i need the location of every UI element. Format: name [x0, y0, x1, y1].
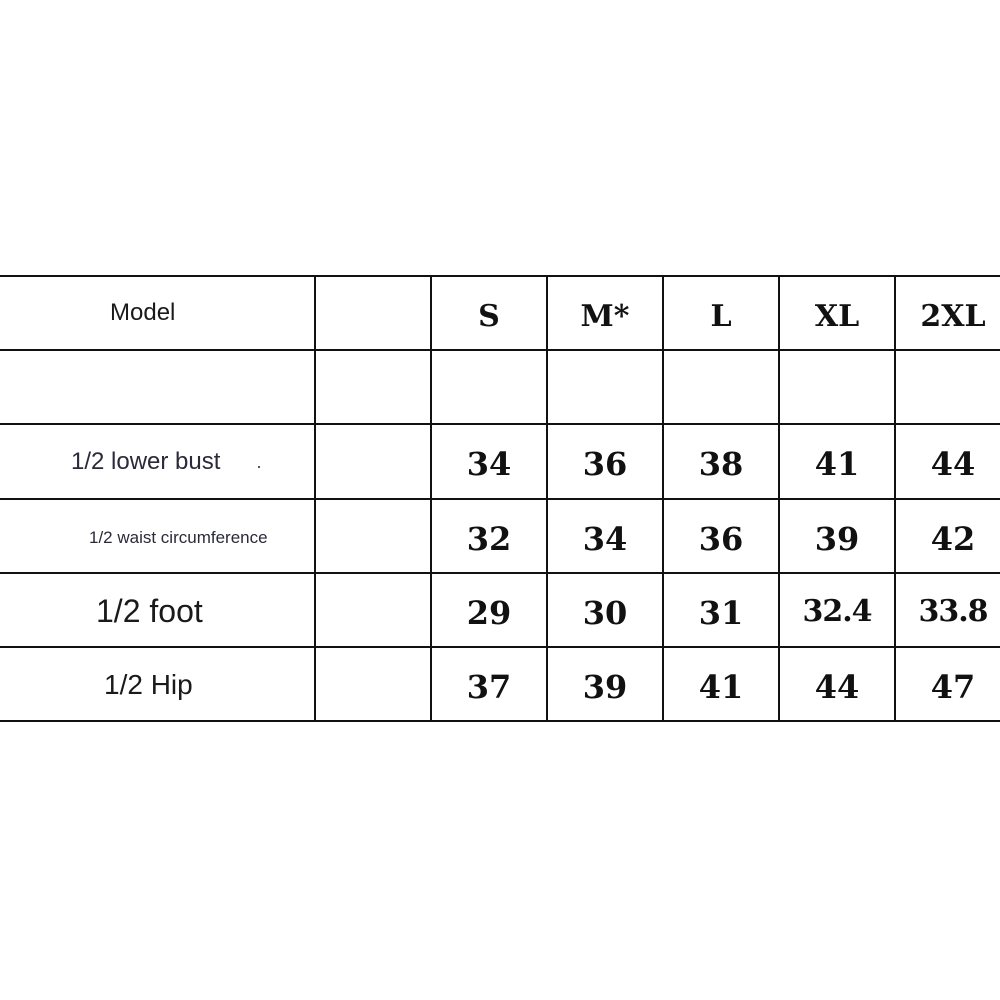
- cell-value: 39: [814, 520, 860, 558]
- grid-line: [0, 572, 1000, 574]
- grid-line-bottom: [0, 720, 1000, 722]
- cell-value: 30: [582, 594, 628, 632]
- size-header-xl: XL: [814, 299, 860, 334]
- size-header-s: S: [478, 299, 500, 334]
- row-label-foot: 1/2 foot: [96, 593, 203, 629]
- cell-value: 34: [582, 520, 628, 558]
- cell-value: 32: [466, 520, 512, 558]
- row-label-lower-bust: 1/2 lower bust: [71, 448, 221, 475]
- size-header-m: M*: [580, 299, 630, 334]
- cell-value: 41: [698, 668, 744, 706]
- cell-value: 33.8: [918, 594, 988, 629]
- cell-value: 32.4: [802, 594, 872, 629]
- row-label-waist: 1/2 waist circumference: [89, 528, 268, 547]
- cell-value: 47: [930, 668, 976, 706]
- cell-value: 44: [814, 668, 860, 706]
- grid-line: [0, 349, 1000, 351]
- cell-value: 36: [698, 520, 744, 558]
- grid-column-line: [314, 275, 316, 722]
- cell-value: 41: [814, 445, 860, 483]
- grid-column-line: [778, 275, 780, 722]
- grid-line: [0, 646, 1000, 648]
- size-header-l: L: [710, 299, 732, 334]
- grid-line: [0, 498, 1000, 500]
- grid-column-line: [894, 275, 896, 722]
- size-header-2xl: 2XL: [920, 299, 986, 334]
- cell-value: 44: [930, 445, 976, 483]
- grid-column-line: [546, 275, 548, 722]
- cell-value: 39: [582, 668, 628, 706]
- cell-value: 42: [930, 520, 976, 558]
- grid-line: [0, 423, 1000, 425]
- row-label-hip: 1/2 Hip: [104, 669, 193, 700]
- grid-column-line: [662, 275, 664, 722]
- grid-column-line: [430, 275, 432, 722]
- cell-value: 29: [466, 594, 512, 632]
- cell-value: 37: [466, 668, 512, 706]
- grid-line-top: [0, 275, 1000, 277]
- header-model-label: Model: [110, 299, 176, 326]
- cell-value: 34: [466, 445, 512, 483]
- cell-value: 31: [698, 594, 744, 632]
- speck-mark: [258, 466, 260, 468]
- cell-value: 36: [582, 445, 628, 483]
- cell-value: 38: [698, 445, 744, 483]
